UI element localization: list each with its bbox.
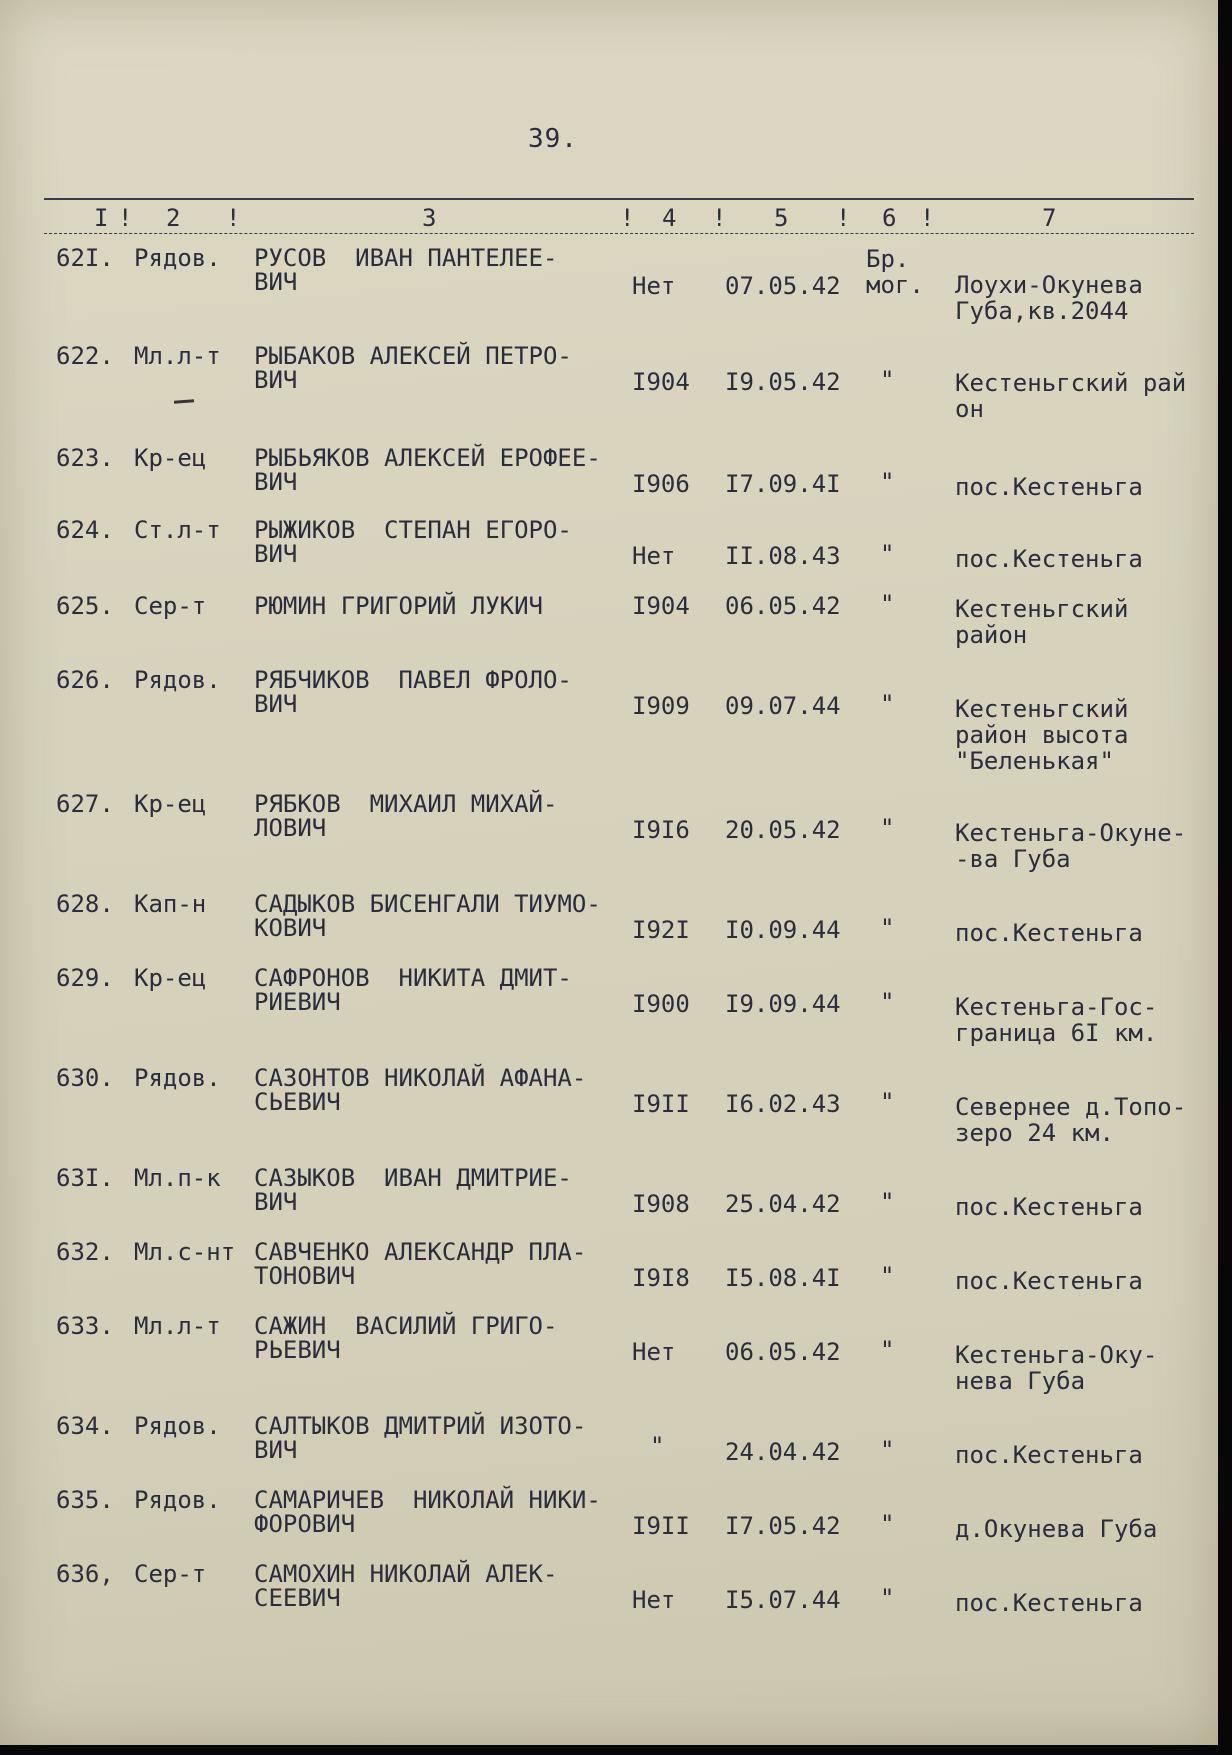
burial-place: Кестеньга-Окуне- -ва Губа [955, 819, 1187, 873]
row-number: 633. [56, 1312, 114, 1340]
full-name-line-2: РЬЕВИЧ [254, 1336, 341, 1364]
burial-place: пос.Кестеньга [955, 545, 1143, 573]
rank: Рядов. [134, 666, 221, 694]
rank: Ст.л-т [134, 516, 221, 544]
burial-place: Кестеньгский рай он [955, 369, 1187, 423]
burial-type: " [880, 1188, 895, 1216]
death-date: 06.05.42 [725, 1338, 841, 1366]
column-header-4: 4 [662, 204, 677, 232]
rank: Кр-ец [134, 790, 207, 818]
row-number: 622. [56, 342, 114, 370]
full-name-line-2: ЛОВИЧ [254, 814, 327, 842]
death-date: 20.05.42 [725, 816, 841, 844]
burial-type: " [880, 1088, 895, 1116]
full-name-line-2: ВИЧ [254, 540, 298, 568]
burial-place: Севернее д.Топо- зеро 24 км. [955, 1093, 1187, 1147]
column-separator: ! [118, 204, 133, 232]
burial-type: " [880, 468, 895, 496]
burial-place: Кестеньгский район [955, 595, 1129, 649]
full-name-line-2: ВИЧ [254, 468, 298, 496]
rank: Рядов. [134, 1412, 221, 1440]
burial-place: Кестеньга-Оку- нева Губа [955, 1341, 1158, 1395]
burial-place: Кестеньгский район высота "Беленькая" [955, 695, 1129, 775]
burial-place: д.Окунева Губа [955, 1515, 1158, 1543]
burial-type: " [880, 914, 895, 942]
row-number: 624. [56, 516, 114, 544]
full-name-line-2: ВИЧ [254, 690, 298, 718]
birth-year: Нет [632, 1338, 676, 1366]
rank: Мл.л-т [134, 342, 221, 370]
rank: Рядов. [134, 244, 221, 272]
full-name-line-1: САМОХИН НИКОЛАЙ АЛЕК- [254, 1560, 558, 1588]
row-number: 628. [56, 890, 114, 918]
full-name-line-1: РУСОВ ИВАН ПАНТЕЛЕЕ- [254, 244, 558, 272]
death-date: I9.05.42 [725, 368, 841, 396]
row-number: 63I. [56, 1164, 114, 1192]
burial-place: пос.Кестеньга [955, 1267, 1143, 1295]
birth-year: Нет [632, 272, 676, 300]
column-header-row [44, 204, 1194, 230]
rank: Кап-н [134, 890, 207, 918]
full-name-line-1: РЫБЬЯКОВ АЛЕКСЕЙ ЕРОФЕЕ- [254, 444, 601, 472]
column-separator: ! [620, 204, 635, 232]
full-name-line-2: ФОРОВИЧ [254, 1510, 356, 1538]
full-name-line-1: САДЫКОВ БИСЕНГАЛИ ТИУМО- [254, 890, 601, 918]
full-name-line-2: СЕЕВИЧ [254, 1584, 341, 1612]
burial-type: " [880, 590, 895, 618]
burial-type: " [880, 814, 895, 842]
column-separator: ! [226, 204, 241, 232]
rank: Мл.л-т [134, 1312, 221, 1340]
column-header-5: 5 [774, 204, 789, 232]
row-number: 626. [56, 666, 114, 694]
column-header-3: 3 [422, 204, 437, 232]
birth-year: I904 [632, 368, 690, 396]
birth-year: I908 [632, 1190, 690, 1218]
full-name-line-1: РЯБЧИКОВ ПАВЕЛ ФРОЛО- [254, 666, 572, 694]
burial-type: " [880, 1510, 895, 1538]
birth-year: Нет [632, 542, 676, 570]
rank: Рядов. [134, 1486, 221, 1514]
full-name-line-1: РЯБКОВ МИХАИЛ МИХАЙ- [254, 790, 558, 818]
death-date: 24.04.42 [725, 1438, 841, 1466]
row-number: 62I. [56, 244, 114, 272]
death-date: 25.04.42 [725, 1190, 841, 1218]
burial-place: Лоухи-Окунева Губа,кв.2044 [955, 271, 1143, 325]
birth-year: I900 [632, 990, 690, 1018]
burial-place: Кестеньга-Гос- граница 6I км. [955, 993, 1158, 1047]
burial-type: " [880, 690, 895, 718]
full-name-line-1: САМАРИЧЕВ НИКОЛАЙ НИКИ- [254, 1486, 601, 1514]
birth-year: Нет [632, 1586, 676, 1614]
header-top-rule [44, 198, 1194, 200]
birth-year: I909 [632, 692, 690, 720]
burial-type: " [880, 1436, 895, 1464]
burial-type: " [880, 1262, 895, 1290]
column-header-1: I [94, 204, 109, 232]
full-name-line-1: САЗЫКОВ ИВАН ДМИТРИЕ- [254, 1164, 572, 1192]
row-number: 623. [56, 444, 114, 472]
birth-year: I904 [632, 592, 690, 620]
full-name-line-1: САЖИН ВАСИЛИЙ ГРИГО- [254, 1312, 558, 1340]
full-name-line-1: САФРОНОВ НИКИТА ДМИТ- [254, 964, 572, 992]
burial-place: пос.Кестеньга [955, 919, 1143, 947]
page-number: 39. [528, 124, 578, 154]
death-date: I7.05.42 [725, 1512, 841, 1540]
death-date: I7.09.4I [725, 470, 841, 498]
full-name-line-2: ВИЧ [254, 1188, 298, 1216]
burial-place: пос.Кестеньга [955, 1589, 1143, 1617]
full-name-line-2: СЬЕВИЧ [254, 1088, 341, 1116]
full-name-line-1: САЗОНТОВ НИКОЛАЙ АФАНА- [254, 1064, 587, 1092]
death-date: I6.02.43 [725, 1090, 841, 1118]
header-bottom-rule [44, 233, 1194, 234]
death-date: I5.08.4I [725, 1264, 841, 1292]
row-number: 635. [56, 1486, 114, 1514]
death-date: 06.05.42 [725, 592, 841, 620]
birth-year: I9I8 [632, 1264, 690, 1292]
death-date: II.08.43 [725, 542, 841, 570]
burial-type: " [880, 1336, 895, 1364]
column-separator: ! [920, 204, 935, 232]
rank: Сер-т [134, 592, 207, 620]
rank: Кр-ец [134, 964, 207, 992]
rank: Кр-ец [134, 444, 207, 472]
column-separator: ! [836, 204, 851, 232]
column-header-6: 6 [882, 204, 897, 232]
birth-year: " [650, 1432, 665, 1460]
burial-type: " [880, 1584, 895, 1612]
death-date: I0.09.44 [725, 916, 841, 944]
column-header-7: 7 [1042, 204, 1057, 232]
full-name-line-2: КОВИЧ [254, 914, 327, 942]
row-number: 627. [56, 790, 114, 818]
birth-year: I9II [632, 1512, 690, 1540]
birth-year: I9I6 [632, 816, 690, 844]
full-name-line-1: САЛТЫКОВ ДМИТРИЙ ИЗОТО- [254, 1412, 587, 1440]
birth-year: I906 [632, 470, 690, 498]
row-number: 634. [56, 1412, 114, 1440]
full-name-line-2: РИЕВИЧ [254, 988, 341, 1016]
death-date: I5.07.44 [725, 1586, 841, 1614]
row-number: 632. [56, 1238, 114, 1266]
full-name-line-1: РЫБАКОВ АЛЕКСЕЙ ПЕТРО- [254, 342, 572, 370]
full-name-line-2: ВИЧ [254, 268, 298, 296]
rank: Мл.п-к [134, 1164, 221, 1192]
birth-year: I9II [632, 1090, 690, 1118]
full-name-line-1: РЫЖИКОВ СТЕПАН ЕГОРО- [254, 516, 572, 544]
row-number: 636, [56, 1560, 114, 1588]
row-number: 625. [56, 592, 114, 620]
burial-place: пос.Кестеньга [955, 473, 1143, 501]
row-number: 629. [56, 964, 114, 992]
birth-year: I92I [632, 916, 690, 944]
burial-type: Бр. мог. [866, 245, 924, 299]
row-number: 630. [56, 1064, 114, 1092]
full-name-line-2: ТОНОВИЧ [254, 1262, 356, 1290]
burial-place: пос.Кестеньга [955, 1193, 1143, 1221]
column-separator: ! [712, 204, 727, 232]
rank: Рядов. [134, 1064, 221, 1092]
death-date: 09.07.44 [725, 692, 841, 720]
column-header-2: 2 [166, 204, 181, 232]
rank: Мл.с-нт [134, 1238, 236, 1266]
full-name-line-2: ВИЧ [254, 366, 298, 394]
death-date: 07.05.42 [725, 272, 841, 300]
burial-type: " [880, 366, 895, 394]
rank: Сер-т [134, 1560, 207, 1588]
burial-place: пос.Кестеньга [955, 1441, 1143, 1469]
burial-type: " [880, 988, 895, 1016]
pen-mark [174, 399, 194, 403]
full-name-line-2: ВИЧ [254, 1436, 298, 1464]
full-name-line-1: САВЧЕНКО АЛЕКСАНДР ПЛА- [254, 1238, 587, 1266]
death-date: I9.09.44 [725, 990, 841, 1018]
burial-type: " [880, 540, 895, 568]
full-name-line-1: РЮМИН ГРИГОРИЙ ЛУКИЧ [254, 592, 543, 620]
